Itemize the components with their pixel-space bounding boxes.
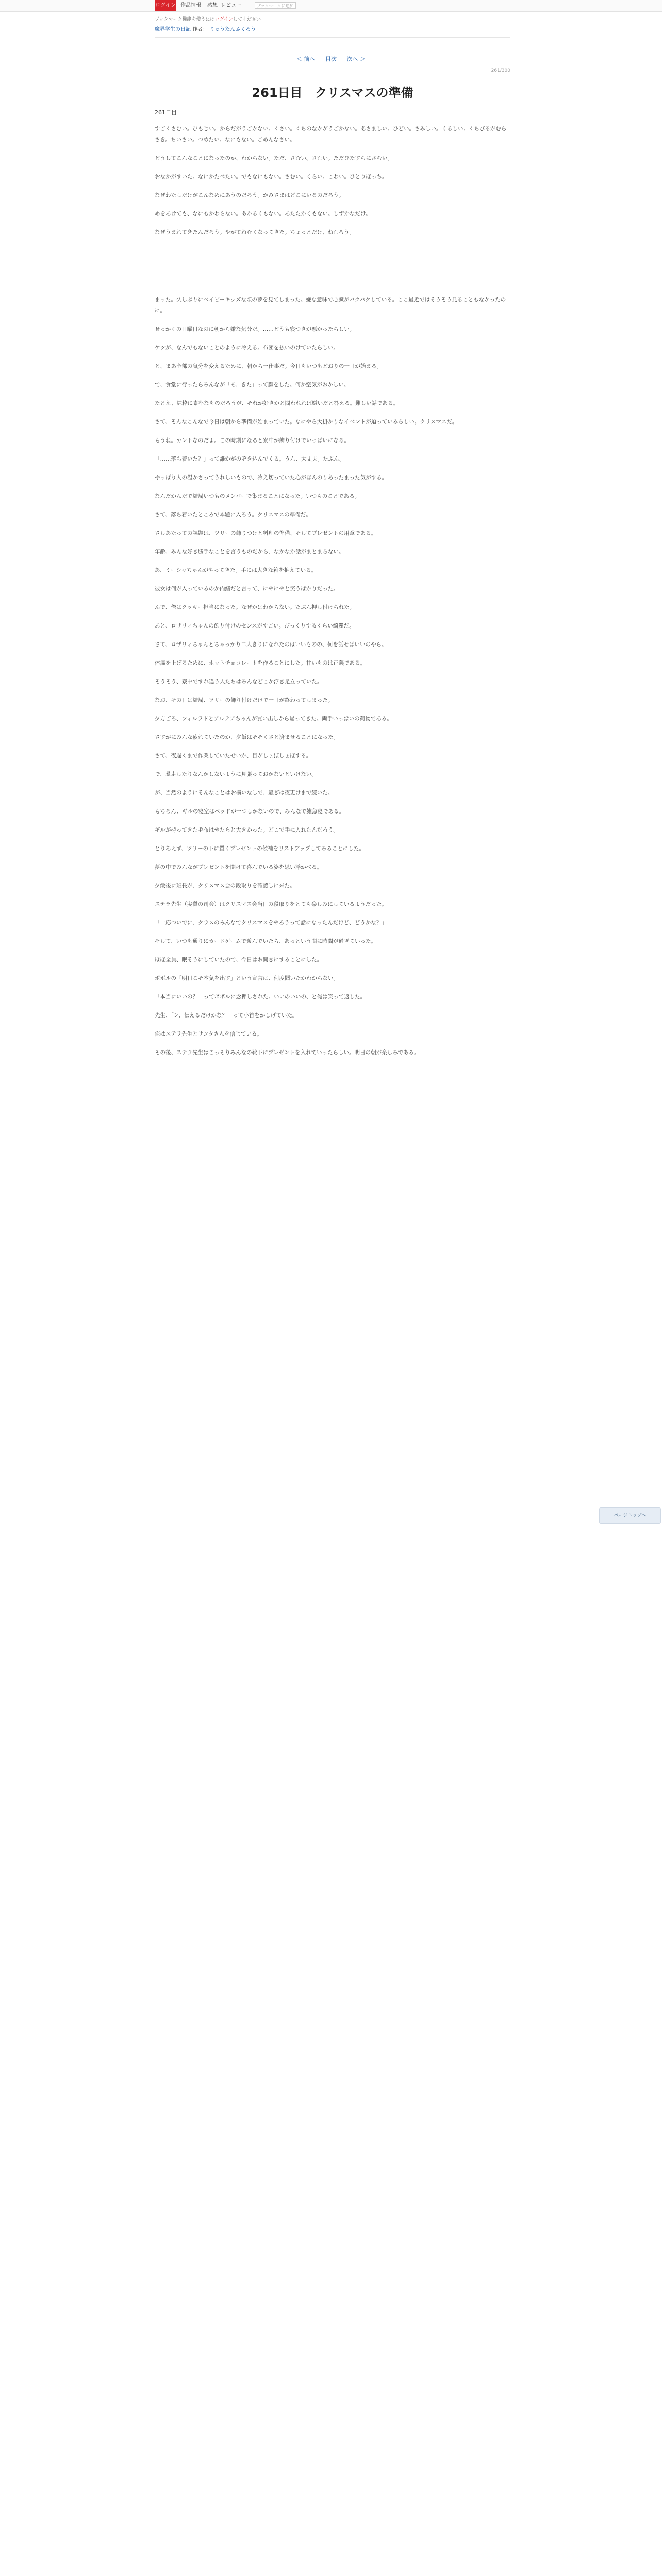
paragraph: まった。久しぶりにベイビーキッズな頃の夢を見てしまった。嫌な意味で心臓がバクバクしている。ここ最近ではそうそう見ることもなかったのに。: [155, 297, 506, 314]
paragraph: んで、俺はクッキー担当になった。なぜかはわからない。たぶん押し付けられた。: [155, 604, 355, 611]
pager-top: [0, 55, 662, 63]
paragraph: 夕方ごろ、フィルラドとアルテアちゃんが買い出しから帰ってきた。両手いっぱいの荷物である。: [155, 716, 392, 722]
paragraph: 「……落ち着いた？」って誰かがのぞき込んでくる。うん、大丈夫。たぶん。: [155, 456, 345, 462]
paragraph: やっぱり人の温かさってうれしいもので、冷え切っていた心がほんのりあったまった気がする。: [155, 474, 388, 481]
paragraph: とりあえず、ツリーの下に置くプレゼントの候補をリストアップしてみることにした。: [155, 845, 365, 852]
paragraph: 体温を上げるために、ホットチョコレートを作ることにした。甘いものは正義である。: [155, 660, 366, 666]
paragraph: さて、ロザリィちゃんとちゃっかり二人きりになれたのはいいものの、何を話せばいいのやら。: [155, 641, 387, 648]
paragraph: で、暴走したりなんかしないように見張っておかないといけない。: [155, 771, 317, 777]
paragraph: もちろん、ギルの寝室はベッドが一つしかないので、みんなで雑魚寝である。: [155, 808, 344, 815]
paragraph: ほぼ全員、眠そうにしていたので、今日はお開きにすることにした。: [155, 957, 323, 963]
paragraph: 夕飯後に班長が、クリスマス会の段取りを確認しに来た。: [155, 883, 295, 889]
paragraph: ケツが、なんでもないことのように冷える。布団を払いのけていたらしい。: [155, 345, 339, 351]
paragraph: そうそう、寮中ですれ違う人たちはみんなどこか浮き足立っていた。: [155, 679, 323, 685]
author-link[interactable]: りゅうたんふくろう: [209, 27, 256, 32]
paragraph: おなかがすいた。なにかたべたい。でもなにもない。さむい。くらい。こわい。ひとりぼっち。: [155, 174, 388, 180]
page-number: 261/300: [491, 68, 510, 73]
paragraph: 俺はステラ先生とサンタさんを信じている。: [155, 1031, 262, 1037]
paragraph: めをあけても、なにもかわらない。あかるくもない。あたたかくもない。しずかなだけ。: [155, 211, 371, 217]
nav-item-info[interactable]: 作品情報: [180, 3, 201, 8]
paragraph: なぜわたしだけがこんなめにあうのだろう。かみさまはどこにいるのだろう。: [155, 192, 344, 198]
notice-suffix: してください。: [233, 17, 266, 22]
paragraph: 「一応ついでに、クラスのみんなでクリスマスをやろうって話になったんだけど、どうかな？」: [155, 920, 387, 926]
toc-link[interactable]: 目次: [325, 56, 337, 62]
paragraph: と、まあ全部の気分を変えるために、朝から一仕事だ。今日もいつもどおりの一日が始まる。: [155, 363, 382, 369]
paragraph: 年齢、みんな好き勝手なことを言うものだから、なかなか話がまとまらない。: [155, 549, 344, 555]
paragraph: なお、その日は結局、ツリーの飾り付けだけで一日が終わってしまった。: [155, 697, 334, 703]
author-label: 作者：: [192, 27, 208, 32]
paragraph: すごくさむい。ひもじい。からだがうごかない。くさい。くちのなかがうごかない。あさましい。ひどい。さみしい。くるしい。くちびるがむらさき。ちいさい。つめたい。なにもない。ごめんなさい。: [155, 126, 507, 143]
divider: [155, 37, 510, 38]
paragraph: ステラ先生（実質の司会）はクリスマス会当日の段取りをとても楽しみにしているようだった。: [155, 901, 387, 907]
nav-item-comments[interactable]: 感想: [207, 3, 218, 8]
paragraph: 夢の中でみんながプレゼントを開けて喜んでいる姿を思い浮かべる。: [155, 864, 323, 870]
paragraph: で、食堂に行ったらみんなが「あ、きた」って顔をした。何か空気がおかしい。: [155, 382, 350, 388]
paragraph: あ、ミーシャちゃんがやってきた。手には大きな箱を抱えている。: [155, 567, 317, 573]
paragraph: なんだかんだで結局いつものメンバーで集まることになった。いつものことである。: [155, 493, 360, 499]
breadcrumb: [155, 25, 256, 32]
paragraph: さすがにみんな疲れていたのか、夕飯はそそくさと済ませることになった。: [155, 734, 339, 740]
paragraph: どうしてこんなことになったのか、わからない。ただ、さむい。さむい。ただひたすらにさむい。: [155, 155, 393, 161]
paragraph: あと、ロザリィちゃんの飾り付けのセンスがすごい。びっくりするくらい綺麗だ。: [155, 623, 355, 629]
prev-link[interactable]: ＜ 前へ: [296, 56, 316, 62]
paragraph: そして、いつも通りにカードゲームで遊んでいたら、あっという間に時間が過ぎていった。: [155, 938, 376, 944]
paragraph: さて、落ち着いたところで本題に入ろう。クリスマスの準備だ。: [155, 512, 311, 518]
paragraph: が、当然のようにそんなことはお構いなしで、騒ぎは夜更けまで続いた。: [155, 790, 334, 796]
paragraph: せっかくの日曜日なのに朝から嫌な気分だ。……どうも寝つきが悪かったらしい。: [155, 326, 355, 332]
next-link[interactable]: 次へ ＞: [346, 56, 366, 62]
paragraph: もうね。カントなのだよ。この時期になると寮中が飾り付けでいっぱいになる。: [155, 437, 350, 444]
section-gap: [155, 246, 510, 295]
paragraph: さて、そんなこんなで今日は朝から準備が始まっていた。なにやら大掛かりなイベントが迫っているらしい。クリスマスだ。: [155, 419, 458, 425]
chapter-subtitle: 261日目: [155, 109, 177, 116]
paragraph: 彼女は何が入っているのか内緒だと言って、にやにやと笑うばかりだった。: [155, 586, 339, 592]
nav-item-review[interactable]: レビュー: [221, 3, 241, 8]
paragraph: なぜうまれてきたんだろう。やがてねむくなってきた。ちょっとだけ、ねむろう。: [155, 229, 355, 235]
paragraph: 「本当にいいの？」ってポポルに念押しされた。いいのいいの、と俺は笑って返した。: [155, 994, 366, 1000]
paragraph: たとえ、純粋に素朴なものだろうが、それが好きかと問われれば嫌いだと答える。難しい話である。: [155, 400, 399, 406]
bookmark-input[interactable]: ブックマークに追加: [255, 2, 296, 9]
login-button[interactable]: ログイン: [155, 0, 176, 11]
notice-prefix: ブックマーク機能を使うには: [155, 17, 215, 22]
series-link[interactable]: 魔界学生の日記: [155, 27, 191, 32]
paragraph: 先生、「ン、伝えるだけかな？」って小首をかしげていた。: [155, 1012, 298, 1019]
paragraph: ポポルの「明日こそ本気を出す」という宣言は、何度聞いたかわからない。: [155, 975, 339, 981]
paragraph: ギルが持ってきた毛布はやたらと大きかった。どこで手に入れたんだろう。: [155, 827, 339, 833]
scroll-top-button[interactable]: ページトップへ: [599, 1507, 661, 1524]
chapter-body: [155, 124, 510, 1066]
chapter-title: 261日目 クリスマスの準備: [252, 86, 413, 100]
top-bar: [0, 0, 662, 12]
login-notice: [155, 15, 266, 22]
paragraph: さて、夜遅くまで作業していたせいか、目がしょぼしょぼする。: [155, 753, 312, 759]
notice-login-link[interactable]: ログイン: [214, 17, 233, 22]
paragraph: さしあたっての課題は、ツリーの飾りつけと料理の準備、そしてプレゼントの用意である。: [155, 530, 377, 536]
paragraph: その後、ステラ先生はこっそりみんなの靴下にプレゼントを入れていったらしい。明日の朝が楽しみである。: [155, 1049, 420, 1056]
